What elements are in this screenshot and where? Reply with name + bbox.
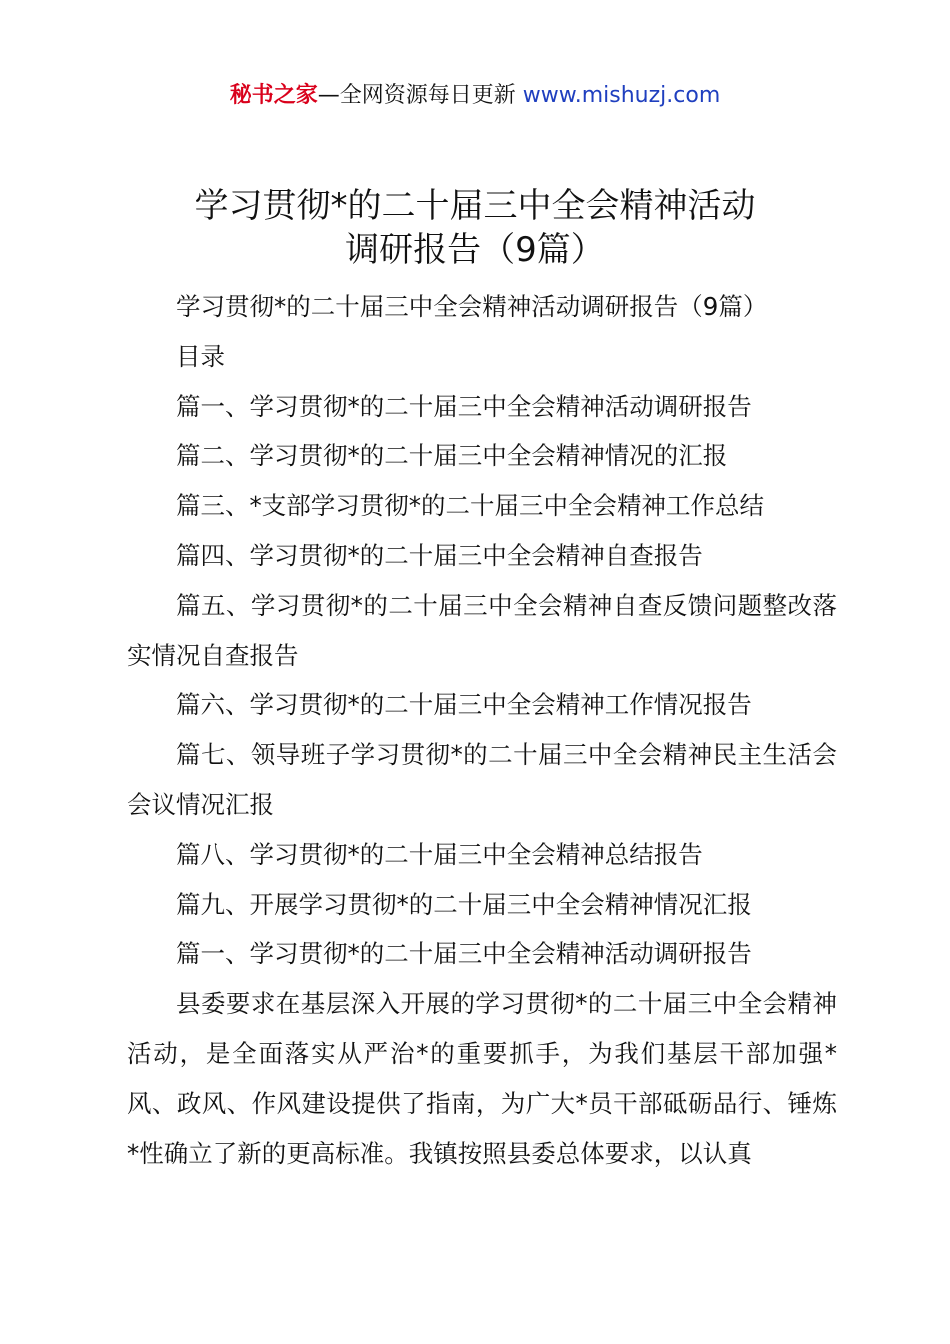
toc-item-2: 篇二、学习贯彻*的二十届三中全会精神情况的汇报 [176,441,728,471]
document-title [0,184,950,272]
document-body [127,282,837,1178]
toc-heading: 目录 [176,341,225,371]
toc-item-8: 篇八、学习贯彻*的二十届三中全会精神总结报告 [176,839,703,869]
site-url-link[interactable]: www.mishuzj.com [522,83,721,108]
site-brand: 秘书之家 [229,83,318,108]
title-line-2: 调研报告（9篇） [345,230,605,270]
body-paragraph: 县委要求在基层深入开展的学习贯彻*的二十届三中全会精神活动，是全面落实从严治*的重要抓手，为我们基层干部加强*风、政风、作风建设提供了指南，为广大*员干部砥砺品行、锤炼*性确立了新的更高标准。我镇按照县委总体要求，以认真 [127,989,837,1168]
toc-item-9: 篇九、开展学习贯彻*的二十届三中全会精神情况汇报 [176,889,752,919]
toc-item-4: 篇四、学习贯彻*的二十届三中全会精神自查报告 [176,540,703,570]
subtitle-paragraph: 学习贯彻*的二十届三中全会精神活动调研报告（9篇） [176,292,768,321]
section-heading-1: 篇一、学习贯彻*的二十届三中全会精神活动调研报告 [176,939,752,969]
site-header [0,78,950,114]
toc-item-5: 篇五、学习贯彻*的二十届三中全会精神自查反馈问题整改落实情况自查报告 [127,590,837,670]
title-line-1: 学习贯彻*的二十届三中全会精神活动 [194,186,756,226]
toc-item-6: 篇六、学习贯彻*的二十届三中全会精神工作情况报告 [176,690,752,720]
toc-item-7: 篇七、领导班子学习贯彻*的二十届三中全会精神民主生活会会议情况汇报 [127,740,837,819]
site-slogan: —全网资源每日更新 [317,83,516,108]
toc-item-1: 篇一、学习贯彻*的二十届三中全会精神活动调研报告 [176,391,752,421]
toc-item-3: 篇三、*支部学习贯彻*的二十届三中全会精神工作总结 [176,491,764,521]
